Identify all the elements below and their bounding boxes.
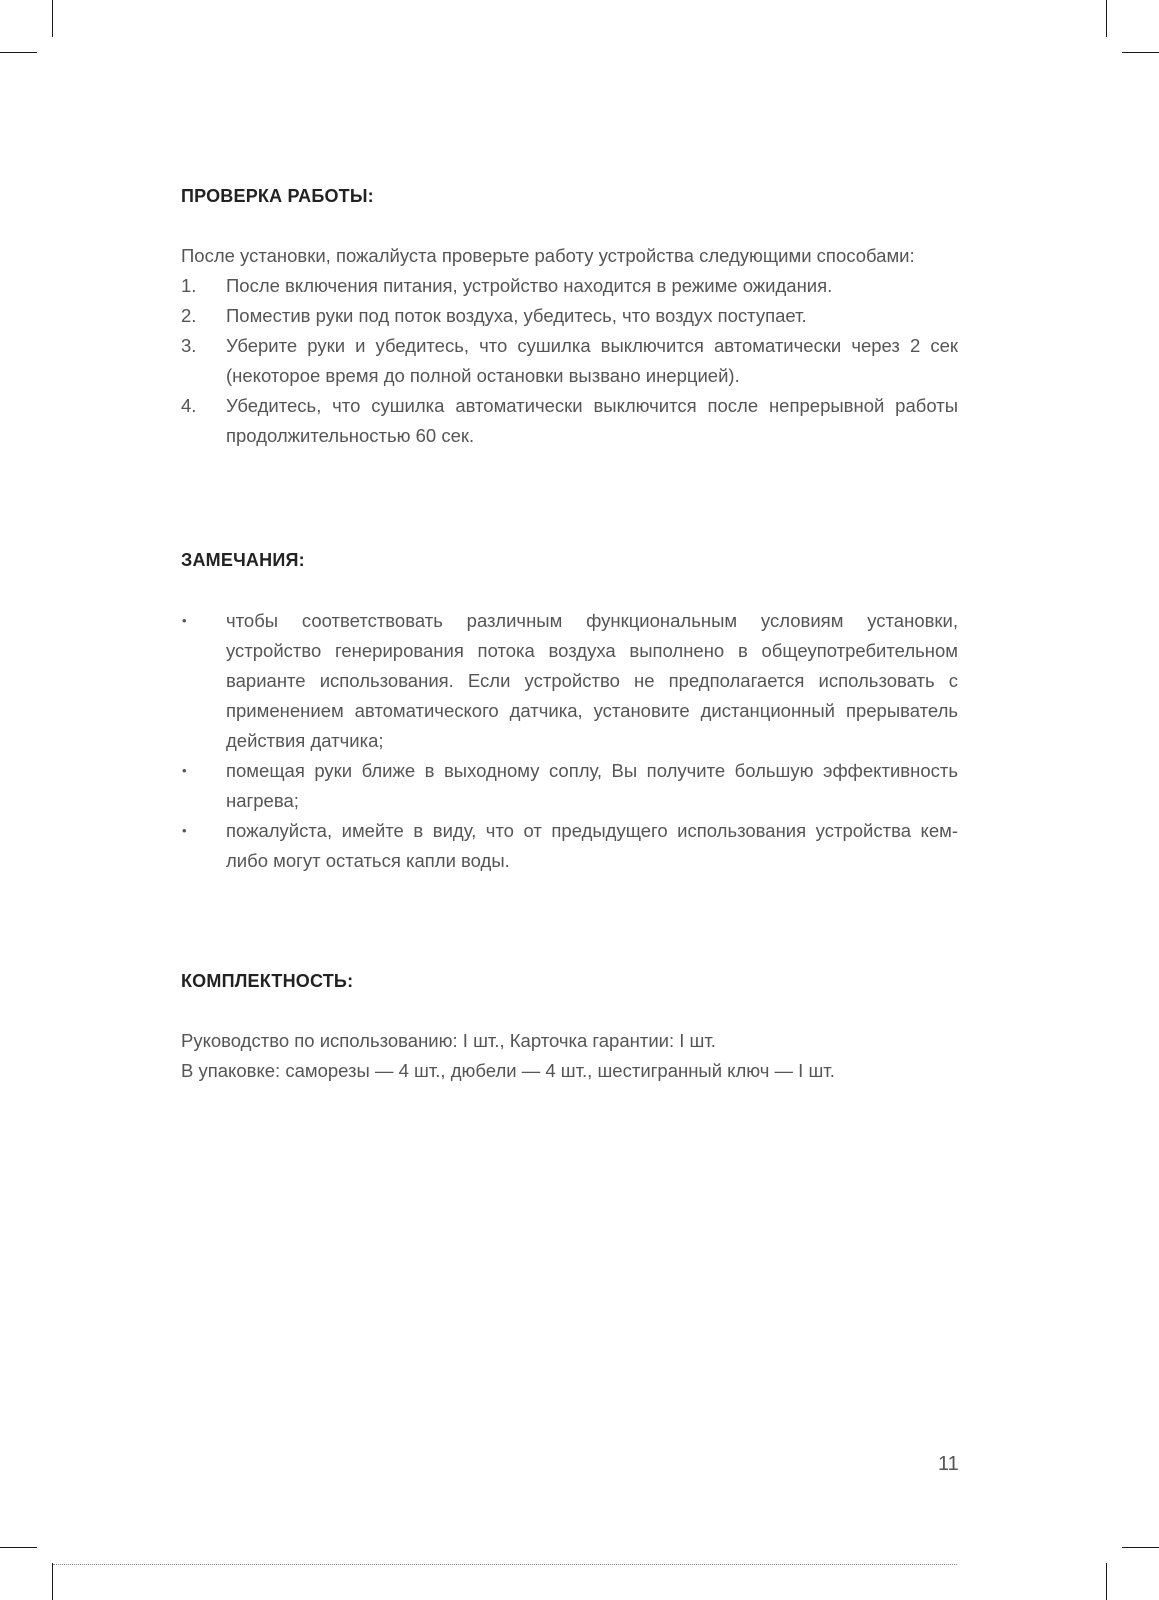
list-item-text: После включения питания, устройство находится в режиме ожидания. (226, 275, 833, 296)
contents-line: Руководство по использованию: I шт., Карточка гарантии: I шт. (181, 1030, 716, 1051)
crop-mark (1106, 0, 1107, 37)
bullet-icon: • (182, 823, 187, 838)
list-item (181, 271, 958, 301)
crop-mark (0, 52, 37, 53)
list-item (181, 331, 958, 391)
list-number: 3. (181, 335, 197, 356)
section-check-intro: После установки, пожалйуста проверьте работу устройства следующими способами: (181, 245, 915, 266)
list-item-text: Поместив руки под поток воздуха, убедитесь, что воздух поступает. (226, 305, 807, 326)
list-number: 1. (181, 275, 197, 296)
crop-mark (52, 1563, 53, 1600)
bullet-icon: • (182, 763, 187, 778)
list-item-text: Уберите руки и убедитесь, что сушилка выключится автоматически через 2 сек (некоторое время до полной остановки вызвано инерцией). (226, 335, 958, 386)
crop-mark (1106, 1563, 1107, 1600)
list-item-text: чтобы соответствовать различным функциональным условиям установки, устройство генерирования потока воздуха выполнено в общеупотребительном варианте использования. Если устройство не предполагается использовать с применением автоматического датчика, установите дистанционный прерыватель действия датчика; (226, 610, 958, 751)
section-check-body (181, 241, 958, 451)
list-item (181, 301, 958, 331)
crop-mark (1122, 1547, 1159, 1548)
section-notes-body (181, 606, 958, 876)
list-item (181, 816, 958, 876)
list-number: 2. (181, 305, 197, 326)
crop-mark (1122, 52, 1159, 53)
list-number: 4. (181, 395, 197, 416)
list-item-text: помещая руки ближе в выходному соплу, Вы получите большую эффективность нагрева; (226, 760, 958, 811)
page-number: 11 (938, 1453, 959, 1475)
crop-mark (0, 1547, 37, 1548)
list-item (181, 391, 958, 451)
contents-line: В упаковке: саморезы — 4 шт., дюбели — 4 шт., шестигранный ключ — I шт. (181, 1060, 835, 1081)
footer-divider (53, 1564, 957, 1565)
bullet-icon: • (182, 613, 187, 628)
crop-mark (52, 0, 53, 37)
section-heading-notes: ЗАМЕЧАНИЯ: (181, 550, 305, 570)
list-item-text: Убедитесь, что сушилка автоматически выключится после непрерывной работы продолжительностью 60 сек. (226, 395, 958, 446)
list-item-text: пожалуйста, имейте в виду, что от предыдущего использования устройства кем-либо могут остаться капли воды. (226, 820, 958, 871)
section-heading-check: ПРОВЕРКА РАБОТЫ: (181, 186, 374, 206)
section-contents-body (181, 1026, 958, 1086)
list-item (181, 756, 958, 816)
section-heading-contents: КОМПЛЕКТНОСТЬ: (181, 971, 354, 991)
list-item (181, 606, 958, 756)
